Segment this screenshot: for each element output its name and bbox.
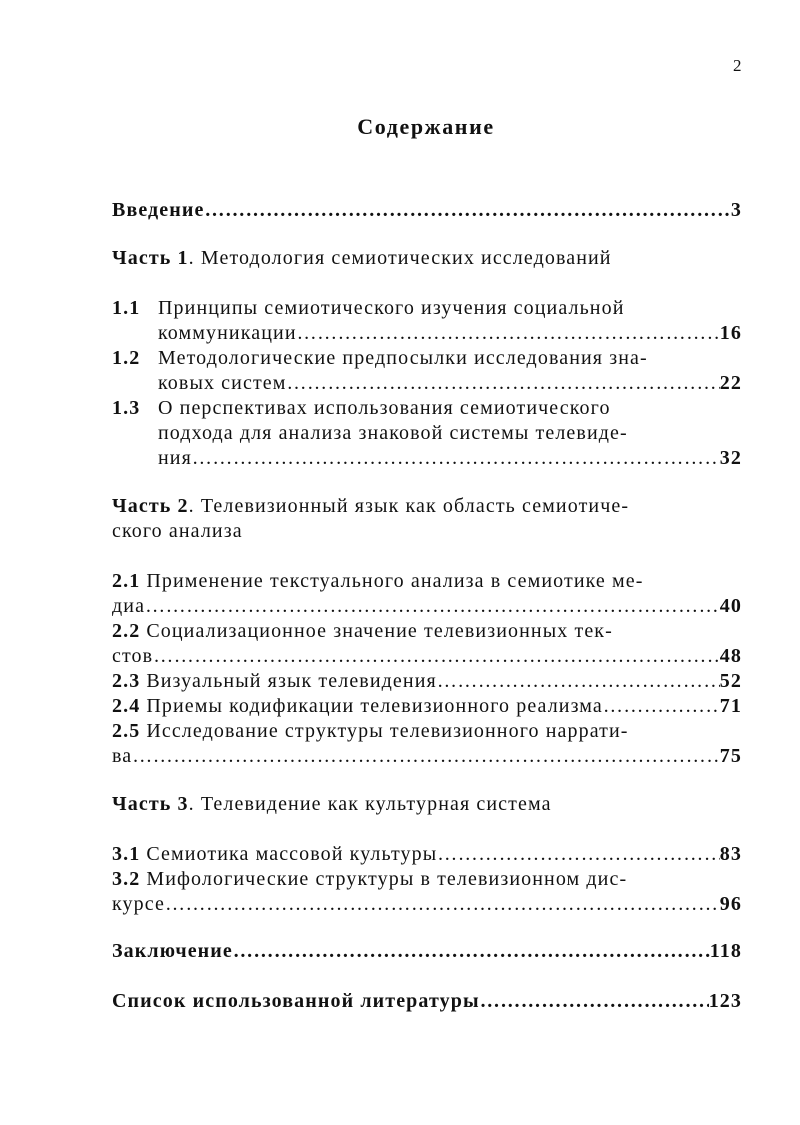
- leader-dots: [287, 370, 720, 396]
- part3-title: . Телевидение как культурная система: [188, 793, 552, 815]
- section-title-line: О перспективах использования семиотического: [158, 397, 611, 419]
- leader-dots: [204, 197, 730, 223]
- toc-intro-page: 3: [730, 199, 742, 221]
- section-title-line: ния: [158, 447, 192, 469]
- toc-entry-intro[interactable]: [112, 197, 742, 223]
- section-page: 52: [719, 670, 742, 692]
- toc-entry-2-4[interactable]: [112, 693, 742, 719]
- section-title-line: подхода для анализа знаковой системы телевиде-: [158, 422, 628, 444]
- section-page: 71: [719, 695, 742, 717]
- leader-dots: [165, 891, 720, 917]
- toc-entry-3-2-cont[interactable]: [112, 891, 742, 917]
- toc-entry-3-1[interactable]: [112, 841, 742, 867]
- part2-label: Часть 2: [112, 495, 189, 517]
- leader-dots: [603, 693, 720, 719]
- toc-entry-conclusion[interactable]: [112, 938, 742, 964]
- toc-entry-2-1-cont[interactable]: [112, 593, 742, 619]
- section-page: 32: [719, 447, 742, 469]
- toc-entry-2-5-cont[interactable]: [112, 743, 742, 769]
- toc-entry-2-1[interactable]: [112, 568, 742, 594]
- section-title-line: Применение текстуального анализа в семиотике ме-: [146, 570, 644, 592]
- toc-entry-2-3[interactable]: [112, 668, 742, 694]
- section-title-line: Семиотика массовой культуры: [146, 843, 438, 865]
- part3-label: Часть 3: [112, 793, 189, 815]
- leader-dots: [233, 938, 710, 964]
- part1-label: Часть 1: [112, 247, 189, 269]
- section-title-line: Социализационное значение телевизионных тек-: [146, 620, 613, 642]
- toc-intro-label: Введение: [112, 199, 205, 221]
- toc-references-page: 123: [708, 990, 742, 1012]
- toc-entry-2-2-cont[interactable]: [112, 643, 742, 669]
- section-title-line: коммуникации: [158, 322, 297, 344]
- section-title-line: курсе: [112, 893, 165, 915]
- section-number: 2.1: [112, 570, 141, 592]
- page-number: 2: [733, 56, 742, 75]
- section-title-line: стов: [112, 645, 154, 667]
- leader-dots: [153, 643, 720, 669]
- section-number: 2.4: [112, 695, 141, 717]
- section-number: 2.5: [112, 720, 141, 742]
- section-title-line: Принципы семиотического изучения социальной: [158, 297, 625, 319]
- section-number: 3.2: [112, 868, 141, 890]
- section-page: 83: [719, 843, 742, 865]
- toc-entry-1-3-cont2[interactable]: [158, 445, 742, 471]
- leader-dots: [437, 841, 720, 867]
- section-number: 1.1: [112, 297, 141, 319]
- section-title-line: ковых систем: [158, 372, 287, 394]
- toc-entry-3-2[interactable]: [112, 866, 742, 892]
- section-page: 16: [719, 322, 742, 344]
- toc-entry-2-5[interactable]: [112, 718, 742, 744]
- part1-title: . Методология семиотических исследований: [188, 247, 612, 269]
- section-page: 48: [719, 645, 742, 667]
- toc-references-label: Список использованной литературы: [112, 990, 480, 1012]
- toc-part2-heading-cont: [112, 518, 742, 544]
- section-number: 3.1: [112, 843, 141, 865]
- toc-entry-1-3[interactable]: [112, 395, 742, 421]
- section-title-line: диа: [112, 595, 146, 617]
- section-title-line: Мифологические структуры в телевизионном дис-: [146, 868, 628, 890]
- toc-entry-references[interactable]: [112, 988, 742, 1014]
- toc-entry-1-3-cont[interactable]: [158, 420, 742, 446]
- toc-entry-1-2[interactable]: [112, 345, 742, 371]
- part2-title: . Телевизионный язык как область семиотиче-: [188, 495, 630, 517]
- toc-part3-heading: [112, 791, 742, 817]
- section-number: 1.2: [112, 347, 141, 369]
- toc-conclusion-label: Заключение: [112, 940, 233, 962]
- toc-entry-1-2-cont[interactable]: [158, 370, 742, 396]
- section-number: 1.3: [112, 397, 141, 419]
- toc-part2-heading: [112, 493, 742, 519]
- part2-title: ского анализа: [112, 520, 243, 542]
- section-title-line: Исследование структуры телевизионного наррати-: [146, 720, 629, 742]
- toc-part1-heading: [112, 245, 742, 271]
- section-title-line: Приемы кодификации телевизионного реализма: [146, 695, 603, 717]
- section-title-line: Методологические предпосылки исследования зна-: [158, 347, 648, 369]
- section-page: 40: [719, 595, 742, 617]
- section-title-line: Визуальный язык телевидения: [146, 670, 437, 692]
- leader-dots: [480, 988, 709, 1014]
- leader-dots: [145, 593, 720, 619]
- section-page: 75: [719, 745, 742, 767]
- leader-dots: [437, 668, 720, 694]
- leader-dots: [192, 445, 720, 471]
- toc-entry-1-1-cont[interactable]: [158, 320, 742, 346]
- section-title-line: ва: [112, 745, 133, 767]
- toc-conclusion-page: 118: [709, 940, 742, 962]
- toc-entry-1-1[interactable]: [112, 295, 742, 321]
- section-number: 2.2: [112, 620, 141, 642]
- page-title: Содержание: [357, 114, 495, 139]
- section-number: 2.3: [112, 670, 141, 692]
- section-page: 96: [719, 893, 742, 915]
- section-page: 22: [719, 372, 742, 394]
- leader-dots: [132, 743, 720, 769]
- toc-entry-2-2[interactable]: [112, 618, 742, 644]
- leader-dots: [297, 320, 720, 346]
